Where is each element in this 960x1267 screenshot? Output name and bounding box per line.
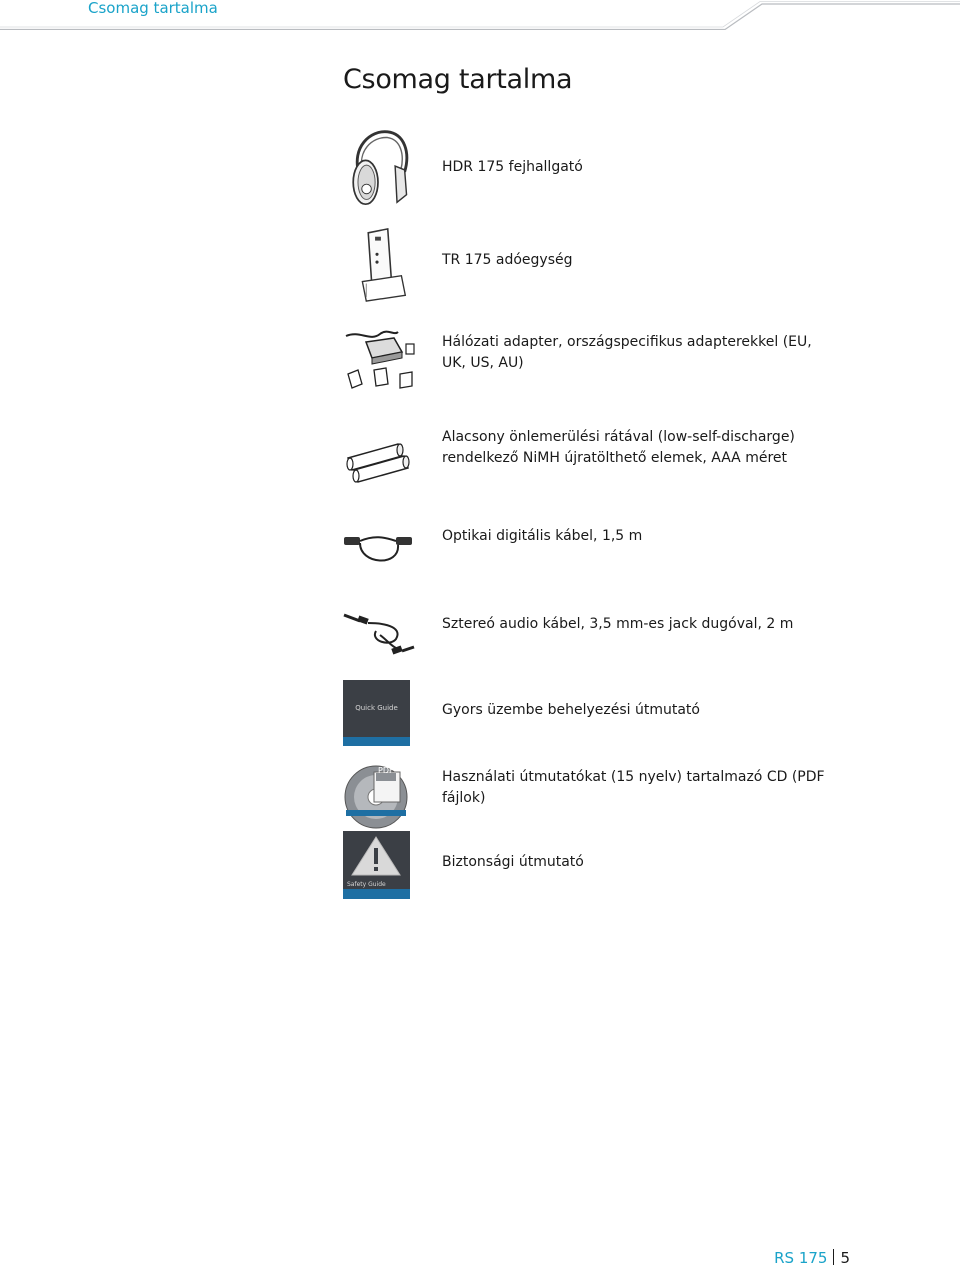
batteries-icon — [340, 420, 415, 500]
headphones-icon — [340, 128, 415, 208]
list-item — [340, 225, 940, 307]
page-footer — [774, 1249, 850, 1267]
item-label: Használati útmutatókat (15 nyelv) tartalmazó CD (PDF fájlok) — [442, 769, 825, 806]
item-label: Alacsony önlemerülési rátával (low-self-discharge) rendelkező NiMH újratölthető elemek, AAA méret — [442, 429, 795, 466]
page-number: 5 — [840, 1249, 850, 1267]
safety-guide-cover-text: Safety Guide — [347, 881, 386, 888]
list-item — [340, 420, 940, 480]
item-label: Hálózati adapter, országspecifikus adapterekkel (EU, UK, US, AU) — [442, 334, 812, 371]
safety-guide-icon — [343, 831, 410, 899]
item-label: Gyors üzembe behelyezési útmutató — [442, 702, 700, 718]
audio-cable-icon — [340, 595, 415, 675]
page-title: Csomag tartalma — [343, 64, 573, 95]
quick-guide-cover-band — [343, 737, 410, 746]
quick-guide-icon — [343, 680, 410, 746]
list-item — [340, 510, 940, 560]
item-label: TR 175 adóegység — [442, 252, 573, 268]
list-item — [340, 831, 940, 899]
list-item — [340, 595, 940, 655]
cd-pdf-label: PDF — [378, 766, 394, 775]
item-label: Optikai digitális kábel, 1,5 m — [442, 528, 643, 544]
list-item — [340, 680, 940, 748]
list-item — [340, 322, 940, 402]
item-label: Sztereó audio kábel, 3,5 mm-es jack dugóval, 2 m — [442, 616, 794, 632]
quick-guide-cover-text: Quick Guide — [355, 704, 398, 712]
optical-cable-icon — [340, 510, 415, 590]
transmitter-icon — [340, 225, 415, 305]
power-adapter-icon — [340, 322, 415, 402]
item-label: Biztonsági útmutató — [442, 854, 584, 870]
item-label: HDR 175 fejhallgató — [442, 159, 583, 175]
footer-separator — [833, 1249, 834, 1265]
page-header — [0, 0, 960, 30]
header-section-title: Csomag tartalma — [88, 0, 218, 17]
list-item — [340, 128, 940, 212]
list-item — [340, 757, 940, 823]
warning-triangle-icon — [343, 831, 410, 899]
footer-model: RS 175 — [774, 1249, 828, 1267]
